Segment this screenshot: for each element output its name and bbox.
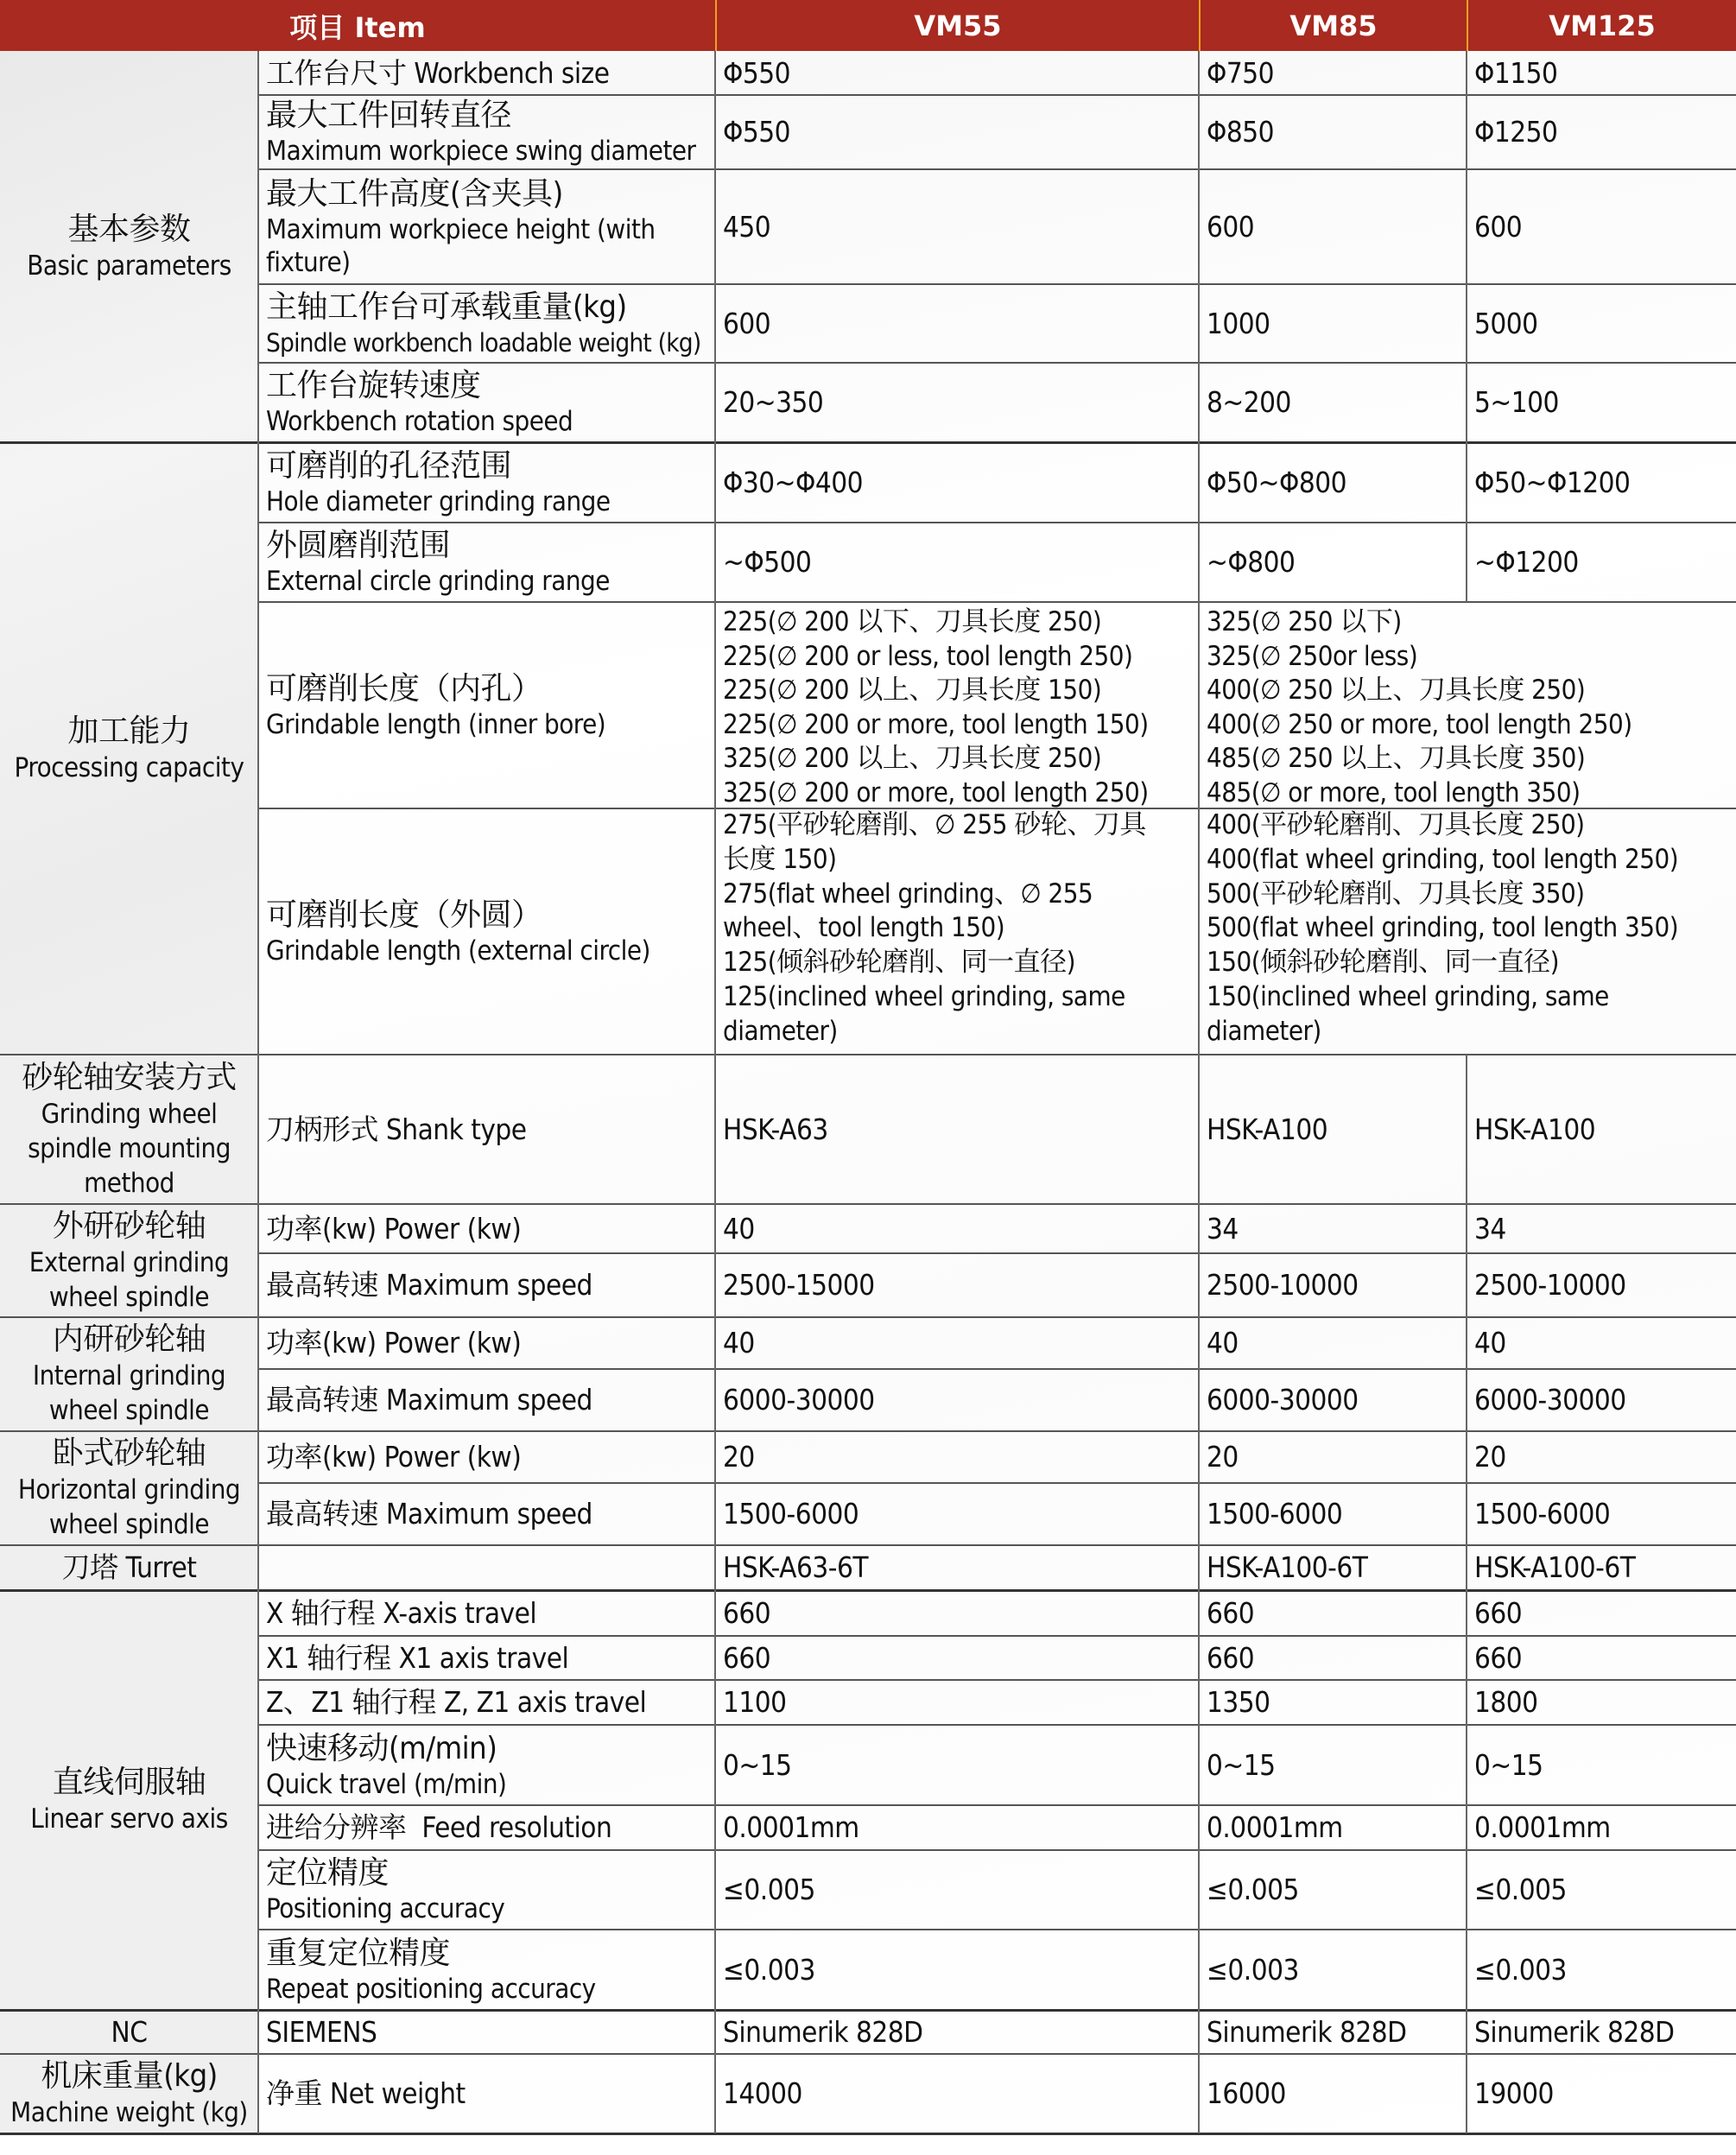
- grid-line: [258, 1679, 1736, 1681]
- category-en: External grinding: [29, 1246, 230, 1278]
- cell-vm55-net-weight: 14000: [723, 2076, 802, 2110]
- cell-vm85-workpiece-height: 600: [1207, 209, 1255, 244]
- grid-line: [258, 283, 1736, 285]
- grid-line: [258, 94, 1736, 96]
- row-label-workbench-size: [258, 51, 715, 95]
- category-linear-servo-axis: [0, 1590, 258, 2010]
- label-en: Hole diameter grinding range: [266, 485, 611, 517]
- grid-line: [0, 1316, 1736, 1318]
- label-cn: 可磨削长度（外圆）: [266, 897, 542, 933]
- cell-vm55-horizontal-speed: 1500-6000: [723, 1497, 859, 1531]
- label-cn: 可磨削长度（内孔）: [266, 670, 542, 707]
- category-label: NC: [111, 2014, 148, 2049]
- row-label-repeat-positioning: [258, 1930, 715, 2010]
- cell-vm125-external-range: ~Φ1200: [1474, 545, 1579, 579]
- spec-line: 225(∅ 200 or more, tool length 150): [723, 708, 1149, 740]
- spec-line: 125(inclined wheel grinding, same: [723, 980, 1125, 1012]
- cell-vm125-repeat-positioning: ≤0.003: [1474, 1952, 1567, 1987]
- cell-vm125-swing-diameter: Φ1250: [1474, 115, 1558, 149]
- cell-vm55-hole-range: Φ30~Φ400: [723, 465, 864, 499]
- spec-line: 325(∅ 200 以上、刀具长度 250): [723, 743, 1102, 774]
- grid-line: [0, 1054, 1736, 1055]
- label-en: Spindle workbench loadable weight (kg): [266, 327, 701, 358]
- category-cn: 外研砂轮轴: [52, 1207, 206, 1244]
- spec-line: 长度 150): [723, 843, 837, 875]
- spec-line: 500(平砂轮磨削、刀具长度 350): [1207, 878, 1585, 910]
- cell-vm125-internal-speed: 6000-30000: [1474, 1383, 1626, 1417]
- grid-line: [0, 2009, 1736, 2012]
- label-cn: 可磨削的孔径范围: [266, 447, 512, 484]
- label-text: 最高转速 Maximum speed: [266, 1383, 592, 1417]
- label-text: X 轴行程 X-axis travel: [266, 1595, 537, 1630]
- grid-line: [0, 2133, 1736, 2135]
- cell-vm85-quick-travel: 0~15: [1207, 1747, 1276, 1782]
- cell-vm125-quick-travel: 0~15: [1474, 1747, 1543, 1782]
- label-text: 最高转速 Maximum speed: [266, 1497, 592, 1531]
- cell-vm85-loadable-weight: 1000: [1207, 306, 1270, 340]
- category-en: spindle mounting: [28, 1132, 231, 1164]
- cell-vm85-internal-speed: 6000-30000: [1207, 1383, 1359, 1417]
- row-label-internal-speed: [258, 1369, 715, 1431]
- cell-vm85-external-speed: 2500-10000: [1207, 1268, 1359, 1302]
- label-cn: 定位精度: [266, 1855, 390, 1891]
- cell-vm55-quick-travel: 0~15: [723, 1747, 792, 1782]
- label-en: External circle grinding range: [266, 566, 610, 597]
- row-label-feed-resolution: [258, 1805, 715, 1850]
- category-en: Machine weight (kg): [10, 2097, 248, 2128]
- category-cn: 加工能力: [67, 713, 191, 749]
- header-vm55: VM55: [715, 0, 1199, 51]
- grid-line: [258, 1849, 1736, 1851]
- row-label-internal-power: [258, 1317, 715, 1369]
- cell-vm55-inner-bore: [715, 602, 1199, 808]
- spec-line: 275(平砂轮磨削、∅ 255 砂轮、刀具: [723, 809, 1146, 840]
- spec-line: wheel、tool length 150): [723, 912, 1005, 944]
- cell-vm55-nc: Sinumerik 828D: [723, 2014, 923, 2049]
- category-en: Horizontal grinding: [17, 1474, 241, 1505]
- label-cn: 快速移动(m/min): [266, 1730, 497, 1766]
- cell-vm125-nc: Sinumerik 828D: [1474, 2014, 1675, 2049]
- cell-vm125-horizontal-power: 20: [1474, 1440, 1506, 1474]
- label-text: X1 轴行程 X1 axis travel: [266, 1640, 569, 1675]
- grid-line: [258, 1252, 1736, 1254]
- category-en: wheel spindle: [48, 1395, 210, 1426]
- grid-line: [258, 522, 1736, 523]
- cell-vm85-internal-power: 40: [1207, 1326, 1239, 1360]
- row-label-inner-bore: [258, 602, 715, 808]
- grid-line: [258, 1368, 1736, 1370]
- cell-vm55-feed-resolution: 0.0001mm: [723, 1810, 859, 1844]
- grid-line: [0, 1203, 1736, 1205]
- cell-vm125-workpiece-height: 600: [1474, 209, 1523, 244]
- grid-line: [714, 51, 716, 2133]
- category-cn: 卧式砂轮轴: [52, 1436, 206, 1471]
- category-spindle-mounting: [0, 1055, 258, 1204]
- cell-vm85-vm125-inner-bore: [1199, 602, 1736, 808]
- cell-vm55-repeat-positioning: ≤0.003: [723, 1952, 815, 1987]
- cell-vm85-positioning-accuracy: ≤0.005: [1207, 1873, 1299, 1906]
- cell-vm55-turret: HSK-A63-6T: [723, 1550, 868, 1584]
- cell-vm85-external-range: ~Φ800: [1207, 545, 1296, 579]
- label-cn: 最大工件高度(含夹具): [266, 175, 563, 212]
- category-label: 刀塔 Turret: [61, 1550, 197, 1584]
- spec-line: 400(flat wheel grinding, tool length 250): [1207, 843, 1679, 875]
- spec-line: diameter): [1207, 1015, 1321, 1047]
- cell-vm85-turret: HSK-A100-6T: [1207, 1550, 1368, 1584]
- label-text: 进给分辨率 Feed resolution: [266, 1810, 612, 1844]
- grid-line: [0, 2053, 1736, 2055]
- row-label-shank-type: [258, 1055, 715, 1204]
- spec-line: 400(∅ 250 or more, tool length 250): [1207, 708, 1632, 740]
- cell-vm125-external-speed: 2500-10000: [1474, 1268, 1626, 1302]
- grid-line: [258, 1724, 1736, 1726]
- grid-line: [258, 362, 1736, 364]
- cell-vm55-loadable-weight: 600: [723, 306, 771, 340]
- cell-vm55-positioning-accuracy: ≤0.005: [723, 1873, 815, 1906]
- grid-line: [0, 1589, 1736, 1592]
- grid-line: [258, 1635, 1736, 1637]
- cell-vm85-vm125-external-circle: [1199, 808, 1736, 1055]
- cell-vm85-z-travel: 1350: [1207, 1685, 1270, 1719]
- label-text: 工作台尺寸 Workbench size: [266, 55, 610, 90]
- cell-vm125-loadable-weight: 5000: [1474, 306, 1538, 340]
- cell-vm125-x1-travel: 660: [1474, 1640, 1523, 1675]
- cell-vm55-swing-diameter: Φ550: [723, 115, 791, 149]
- label-en: Grindable length (external circle): [266, 935, 650, 967]
- category-en: method: [84, 1167, 174, 1199]
- grid-line: [1466, 51, 1467, 602]
- header-item: 项目 Item: [0, 0, 715, 51]
- spec-line: 400(∅ 250 以上、刀具长度 250): [1207, 675, 1586, 706]
- grid-line: [257, 51, 259, 2133]
- row-label-external-speed: [258, 1253, 715, 1317]
- label-text: 功率(kw) Power (kw): [266, 1326, 522, 1360]
- grid-line: [258, 808, 1736, 809]
- row-label-external-power: [258, 1204, 715, 1253]
- category-horizontal-grinding-spindle: [0, 1431, 258, 1545]
- category-en: Processing capacity: [14, 751, 244, 783]
- cell-vm125-z-travel: 1800: [1474, 1685, 1538, 1719]
- label-en: Workbench rotation speed: [266, 406, 573, 437]
- category-cn: 机床重量(kg): [41, 2058, 218, 2094]
- cell-vm85-net-weight: 16000: [1207, 2076, 1286, 2110]
- category-en: Basic parameters: [27, 250, 231, 282]
- row-label-external-circle: [258, 808, 715, 1055]
- category-en: Linear servo axis: [30, 1803, 228, 1835]
- cell-vm85-horizontal-speed: 1500-6000: [1207, 1497, 1343, 1531]
- cell-vm125-positioning-accuracy: ≤0.005: [1474, 1873, 1567, 1906]
- row-label-horizontal-power: [258, 1431, 715, 1483]
- cell-vm55-rotation-speed: 20~350: [723, 385, 824, 419]
- row-label-nc: SIEMENS: [266, 2014, 377, 2049]
- category-cn: 砂轮轴安装方式: [22, 1059, 237, 1095]
- cell-vm55-workpiece-height: 450: [723, 209, 771, 244]
- label-en: Maximum workpiece height (with: [266, 213, 656, 245]
- cell-vm85-swing-diameter: Φ850: [1207, 115, 1275, 149]
- cell-vm125-hole-range: Φ50~Φ1200: [1474, 465, 1631, 499]
- category-cn: 基本参数: [67, 211, 191, 247]
- cell-vm125-turret: HSK-A100-6T: [1474, 1550, 1636, 1584]
- cell-vm85-hole-range: Φ50~Φ800: [1207, 465, 1347, 499]
- category-en: Internal grinding: [32, 1360, 226, 1391]
- cell-vm125-workbench-size: Φ1150: [1474, 55, 1558, 90]
- cell-vm85-nc: Sinumerik 828D: [1207, 2014, 1407, 2049]
- label-en: Maximum workpiece swing diameter: [266, 136, 696, 167]
- cell-vm55-x1-travel: 660: [723, 1640, 771, 1675]
- row-label-swing-diameter: [258, 95, 715, 169]
- cell-vm55-internal-speed: 6000-30000: [723, 1383, 875, 1417]
- spec-line: 125(倾斜砂轮磨削、同一直径): [723, 947, 1075, 979]
- cell-vm55-external-power: 40: [723, 1211, 755, 1245]
- category-nc: [0, 2010, 258, 2054]
- grid-line: [0, 1430, 1736, 1432]
- spec-line: 275(flat wheel grinding、∅ 255: [723, 878, 1093, 910]
- spec-line: 400(平砂轮磨削、刀具长度 250): [1207, 809, 1585, 840]
- label-en: Grindable length (inner bore): [266, 708, 606, 740]
- grid-line: [0, 1544, 1736, 1546]
- row-label-net-weight: [258, 2054, 715, 2133]
- label-en: Quick travel (m/min): [266, 1768, 507, 1800]
- category-cn: 内研砂轮轴: [52, 1322, 206, 1357]
- grid-line: [0, 441, 1736, 444]
- grid-line: [258, 168, 1736, 170]
- spec-line: 225(∅ 200 以下、刀具长度 250): [723, 606, 1102, 637]
- label-en: fixture): [266, 246, 351, 278]
- cell-vm55-internal-power: 40: [723, 1326, 755, 1360]
- category-external-grinding-spindle: [0, 1204, 258, 1317]
- cell-vm125-external-power: 34: [1474, 1211, 1506, 1245]
- spec-line: 485(∅ 250 以上、刀具长度 350): [1207, 743, 1586, 774]
- row-label-x1-travel: [258, 1636, 715, 1680]
- spec-line: 500(flat wheel grinding, tool length 350): [1207, 912, 1679, 944]
- header-vm85: VM85: [1199, 0, 1467, 51]
- cell-vm85-x1-travel: 660: [1207, 1640, 1255, 1675]
- grid-line: [258, 1482, 1736, 1484]
- label-cn: 工作台旋转速度: [266, 368, 481, 403]
- category-en: wheel spindle: [48, 1281, 210, 1313]
- spec-line: 325(∅ 250 以下): [1207, 606, 1402, 637]
- cell-vm55-workbench-size: Φ550: [723, 55, 791, 90]
- label-cn: 最大工件回转直径: [266, 98, 512, 133]
- cell-vm85-feed-resolution: 0.0001mm: [1207, 1810, 1343, 1844]
- spec-line: 150(inclined wheel grinding, same: [1207, 980, 1609, 1012]
- label-text: 最高转速 Maximum speed: [266, 1268, 592, 1302]
- grid-line: [1198, 51, 1200, 2133]
- spec-line: diameter): [723, 1015, 838, 1047]
- label-cn: 主轴工作台可承载重量(kg): [266, 288, 627, 325]
- cell-vm85-x-travel: 660: [1207, 1595, 1255, 1630]
- category-turret: [0, 1545, 258, 1590]
- row-label-workpiece-height: [258, 169, 715, 284]
- row-label-horizontal-speed: [258, 1483, 715, 1545]
- cell-vm85-rotation-speed: 8~200: [1207, 385, 1291, 419]
- spec-line: 325(∅ 250or less): [1207, 640, 1418, 672]
- cell-vm125-rotation-speed: 5~100: [1474, 385, 1559, 419]
- row-label-rotation-speed: [258, 363, 715, 442]
- row-label-positioning-accuracy: [258, 1850, 715, 1930]
- category-en: wheel spindle: [48, 1509, 210, 1540]
- row-label-quick-travel: [258, 1725, 715, 1805]
- cell-vm125-horizontal-speed: 1500-6000: [1474, 1497, 1611, 1531]
- cell-vm125-shank-type: HSK-A100: [1474, 1112, 1596, 1146]
- row-label-z-travel: [258, 1680, 715, 1725]
- grid-line: [1466, 1055, 1467, 2133]
- label-text: 功率(kw) Power (kw): [266, 1211, 522, 1245]
- grid-line: [258, 1804, 1736, 1806]
- cell-vm125-x-travel: 660: [1474, 1595, 1523, 1630]
- row-label-loadable-weight: [258, 284, 715, 363]
- label-en: Repeat positioning accuracy: [266, 1973, 596, 2005]
- cell-vm125-net-weight: 19000: [1474, 2076, 1554, 2110]
- grid-line: [258, 1929, 1736, 1930]
- row-label-x-travel: [258, 1590, 715, 1636]
- cell-vm55-shank-type: HSK-A63: [723, 1112, 828, 1146]
- spec-line: 225(∅ 200 or less, tool length 250): [723, 640, 1133, 672]
- cell-vm85-horizontal-power: 20: [1207, 1440, 1239, 1474]
- label-cn: 外圆磨削范围: [266, 528, 451, 563]
- category-machine-weight: [0, 2054, 258, 2133]
- label-en: Positioning accuracy: [266, 1893, 505, 1924]
- spec-line: 150(倾斜砂轮磨削、同一直径): [1207, 947, 1559, 979]
- cell-vm85-shank-type: HSK-A100: [1207, 1112, 1328, 1146]
- cell-vm55-external-range: ~Φ500: [723, 545, 812, 579]
- cell-vm55-external-speed: 2500-15000: [723, 1268, 875, 1302]
- spec-line: 325(∅ 200 or more, tool length 250): [723, 776, 1149, 808]
- category-basic-parameters: [0, 51, 258, 442]
- cell-vm85-repeat-positioning: ≤0.003: [1207, 1952, 1299, 1987]
- category-processing-capacity: [0, 442, 258, 1055]
- label-text: 刀柄形式 Shank type: [266, 1112, 527, 1146]
- category-cn: 直线伺服轴: [52, 1765, 206, 1800]
- cell-vm55-z-travel: 1100: [723, 1685, 787, 1719]
- cell-vm85-external-power: 34: [1207, 1211, 1239, 1245]
- spec-line: 485(∅ or more, tool length 350): [1207, 776, 1581, 808]
- cell-vm125-feed-resolution: 0.0001mm: [1474, 1810, 1611, 1844]
- header-vm125: VM125: [1467, 0, 1736, 51]
- row-label-external-range: [258, 523, 715, 602]
- cell-vm85-workbench-size: Φ750: [1207, 55, 1275, 90]
- row-label-hole-range: [258, 442, 715, 523]
- label-text: 功率(kw) Power (kw): [266, 1440, 522, 1474]
- spec-line: 225(∅ 200 以上、刀具长度 150): [723, 675, 1102, 706]
- category-en: Grinding wheel: [41, 1098, 218, 1130]
- cell-vm125-internal-power: 40: [1474, 1326, 1506, 1360]
- row-label-turret: [258, 1545, 715, 1590]
- label-cn: 重复定位精度: [266, 1935, 451, 1971]
- cell-vm55-external-circle: [715, 808, 1199, 1055]
- label-text: 净重 Net weight: [266, 2076, 466, 2110]
- label-text: Z、Z1 轴行程 Z, Z1 axis travel: [266, 1685, 647, 1719]
- cell-vm55-horizontal-power: 20: [723, 1440, 755, 1474]
- cell-vm55-x-travel: 660: [723, 1595, 771, 1630]
- grid-line: [258, 601, 1736, 603]
- category-internal-grinding-spindle: [0, 1317, 258, 1431]
